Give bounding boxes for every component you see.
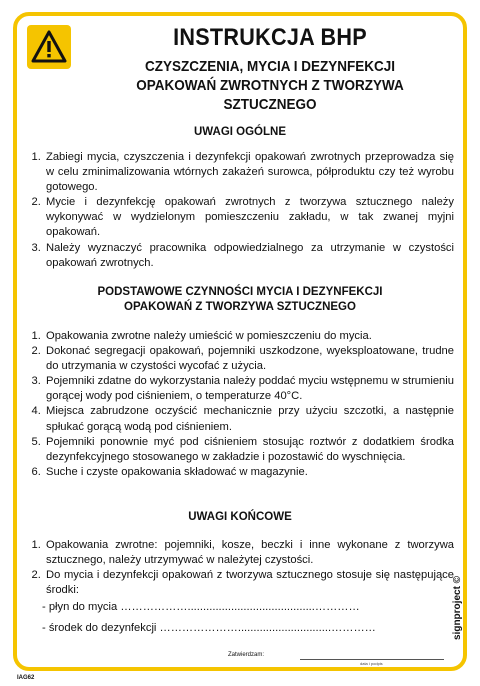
list-item: 5. Pojemniki ponownie myć pod ciśnieniem stosując roztwór z dodatkiem środka dezynfekcyjnego stosowanego w zakładzie i pozostawić do wyschnięcia. [44, 435, 454, 465]
warning-triangle-icon [27, 25, 71, 69]
section-heading-line-1: PODSTAWOWE CZYNNOŚCI MYCIA I DEZYNFEKCJI [97, 286, 383, 298]
document-subtitle [99, 57, 441, 114]
basic-actions-list [18, 329, 454, 480]
signature-line [300, 659, 444, 660]
section-heading-final: UWAGI KOŃCOWE [188, 511, 292, 523]
list-item: 1. Zabiegi mycia, czyszczenia i dezynfekcji opakowań zwrotnych przeprowadza się w celu zminimalizowania wtórnych zakażeń surowca, półproduktu czy też wyrobu gotowego. [44, 150, 454, 195]
sign-code: IAG62 [17, 675, 35, 681]
section-heading-general: UWAGI OGÓLNE [194, 126, 286, 138]
list-item: 2. Do mycia i dezynfekcji opakowań z tworzywa sztucznego stosuje się następujące środki: [44, 568, 454, 598]
list-item: 6. Suche i czyste opakowania składować w magazynie. [44, 465, 454, 480]
list-item: 2. Dokonać segregacji opakowań, pojemniki uszkodzone, wyeksploatowane, trudne do utrzymania w czystości wycofać z użycia. [44, 344, 454, 374]
brand-label: signproject © [452, 575, 463, 640]
list-item: 3. Pojemniki zdatne do wykorzystania należy poddać myciu wstępnemu w strumieniu gorącej wody pod ciśnieniem, o temperaturze 40°C. [44, 374, 454, 404]
approval-label: Zatwierdzam: [228, 652, 265, 658]
section-heading-basic-actions [28, 285, 452, 315]
list-item: 1. Opakowania zwrotne należy umieścić w pomieszczeniu do mycia. [44, 329, 454, 344]
subtitle-line-2: OPAKOWAŃ ZWROTNYCH Z TWORZYWA SZTUCZNEGO [136, 77, 404, 113]
document-title: INSTRUKCJA BHP [173, 24, 367, 51]
approval-sublabel: data i podpis [360, 661, 383, 666]
list-item: 1. Opakowania zwrotne: pojemniki, kosze, beczki i inne wykonane z tworzywa sztucznego, należy utrzymywać w należytej czystości. [44, 538, 454, 568]
general-remarks-list [18, 150, 454, 271]
list-item: 4. Miejsca zabrudzone oczyścić mechanicznie przy użyciu szczotki, a następnie spłukać gorącą wodą pod ciśnieniem. [44, 404, 454, 434]
list-item: 3. Należy wyznaczyć pracownika odpowiedzialnego za utrzymanie w czystości opakowań zwrotnych. [44, 241, 454, 271]
disinfectant-field: - środek do dezynfekcji …………………..............................………… [42, 622, 376, 634]
list-item: 2. Mycie i dezynfekcję opakowań zwrotnych z tworzywa sztucznego należy wykonywać w wydzielonym pomieszczeniu zakładu, w tak zwanej myjni opakowań. [44, 195, 454, 240]
final-remarks-list [18, 538, 454, 598]
section-heading-line-2: OPAKOWAŃ Z TWORZYWA SZTUCZNEGO [124, 301, 356, 313]
washing-liquid-field: - płyn do mycia ……………….........................................………… [42, 601, 360, 613]
subtitle-line-1: CZYSZCZENIA, MYCIA I DEZYNFEKCJI [144, 58, 396, 75]
